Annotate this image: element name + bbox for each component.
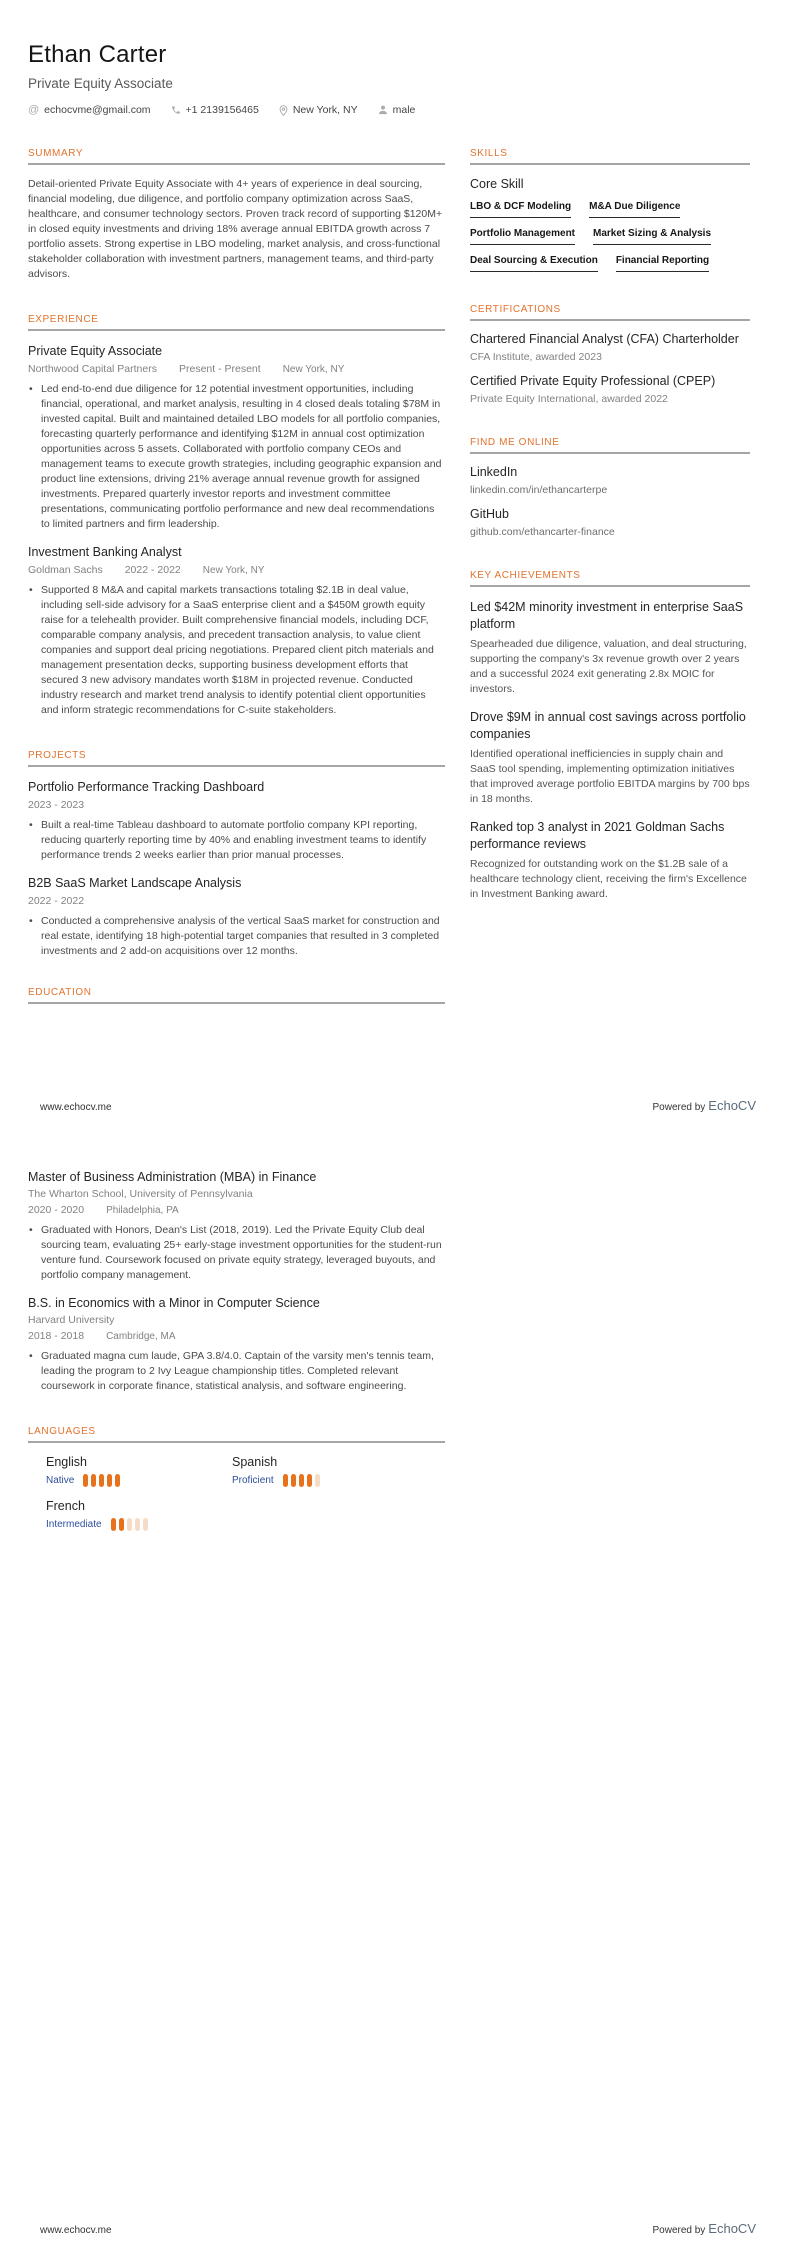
- project-entry: [28, 875, 445, 959]
- skill-pill: Deal Sourcing & Execution: [470, 255, 598, 272]
- section-rule: [28, 1002, 445, 1004]
- person-icon: [378, 105, 388, 115]
- language-name: Spanish: [232, 1455, 278, 1469]
- contact-phone-text: +1 2139156465: [185, 104, 259, 116]
- section-rule: [470, 452, 750, 454]
- email-at-icon: @: [28, 103, 40, 116]
- entry-meta: [28, 895, 445, 907]
- language-name: French: [46, 1499, 85, 1513]
- section-education-entries: [28, 1169, 445, 1394]
- section-heading-find-me-online: FIND ME ONLINE: [470, 437, 560, 448]
- section-heading-summary: SUMMARY: [28, 148, 84, 159]
- section-rule: [28, 329, 445, 331]
- footer-site-link[interactable]: www.echocv.me: [40, 2225, 112, 2236]
- section-education-header: [28, 987, 445, 1004]
- entry-location: Cambridge, MA: [106, 1331, 176, 1342]
- entry-company: Northwood Capital Partners: [28, 363, 157, 375]
- language-entry: [46, 1499, 232, 1531]
- section-heading-key-achievements: KEY ACHIEVEMENTS: [470, 570, 581, 581]
- section-find-me-online: [470, 437, 750, 538]
- profile-url[interactable]: github.com/ethancarter-finance: [470, 526, 615, 538]
- entry-dates: 2018 - 2018: [28, 1330, 85, 1342]
- profile-label: GitHub: [470, 507, 509, 521]
- entry-bullet: • Conducted a comprehensive analysis of the vertical SaaS market for construction and real estate, identifying 18 high-potential target companies that resulted in 3 completed investments and 2 add-on acquisitions over 12 months.: [28, 914, 445, 959]
- section-key-achievements: [470, 570, 750, 902]
- contact-gender: [378, 104, 416, 116]
- achievement-body: Spearheaded due diligence, valuation, and deal structuring, supporting the company's 3x revenue growth over 2 years and a successful 2024 exit generating 2.8x MOIC for investors.: [470, 638, 747, 695]
- left-column: [28, 1169, 445, 1531]
- echocv-brand[interactable]: EchoCV: [708, 2221, 756, 2236]
- certification-issuer: CFA Institute, awarded 2023: [470, 351, 602, 363]
- entry-title: Investment Banking Analyst: [28, 545, 182, 559]
- section-heading-skills: SKILLS: [470, 148, 508, 159]
- page-footer: [40, 2221, 756, 2236]
- skill-pill: LBO & DCF Modeling: [470, 201, 571, 218]
- profile-label: LinkedIn: [470, 465, 518, 479]
- entry-dates: Present - Present: [178, 363, 261, 375]
- entry-bullet: • Supported 8 M&A and capital markets transactions totaling $2.1B in deal value, including sell-side advisory for a SaaS enterprise client and a $450M growth equity raise for a telehealth provider. Built comprehensive financial models, including DCF, comparable company analysis, and precedent transaction analysis, to value client companies and support deal pricing negotiations. Prepared client pitch materials and management presentation decks, supporting business development efforts that secured 3 new advisory mandates worth $18M in projected revenue. Conducted industry research and market trend analysis to identify potential client opportunities and inform strategic recommendations for C-suite stakeholders.: [28, 583, 445, 718]
- skill-pill-list: [470, 201, 750, 272]
- entry-school: The Wharton School, University of Pennsylvania: [28, 1188, 253, 1200]
- powered-by-text: Powered by: [652, 1102, 706, 1113]
- contact-email[interactable]: [28, 104, 151, 116]
- education-entry: [28, 1169, 445, 1283]
- footer-site-link[interactable]: www.echocv.me: [40, 1102, 112, 1113]
- entry-title: Portfolio Performance Tracking Dashboard: [28, 780, 265, 794]
- entry-dates: 2022 - 2022: [28, 895, 85, 907]
- contact-phone: [171, 104, 259, 116]
- language-level-bars: [111, 1518, 148, 1531]
- entry-location: Philadelphia, PA: [106, 1205, 179, 1216]
- entry-bullet: • Graduated with Honors, Dean's List (2018, 2019). Led the Private Equity Club deal sourcing team, evaluating 25+ early-stage investment opportunities for the student-run venture fund. Coursework focused on private equity strategy, leveraged buyouts, and portfolio company management.: [28, 1223, 445, 1283]
- section-certifications: [470, 304, 750, 405]
- language-list: [28, 1455, 445, 1531]
- contact-gender-text: male: [392, 104, 416, 116]
- entry-location: New York, NY: [202, 565, 265, 576]
- section-skills: [470, 148, 750, 272]
- contact-location: [279, 104, 358, 116]
- phone-icon: [171, 105, 181, 115]
- entry-meta: [28, 1330, 445, 1342]
- language-level: Proficient: [232, 1475, 274, 1486]
- location-pin-icon: [279, 105, 288, 116]
- entry-school: Harvard University: [28, 1314, 115, 1326]
- language-name: English: [46, 1455, 87, 1469]
- entry-bullet: • Graduated magna cum laude, GPA 3.8/4.0. Captain of the varsity men's tennis team, leading the program to 2 Ivy League championship titles. Completed relevant coursework in corporate finance, statistical analysis, and software engineering.: [28, 1349, 445, 1394]
- section-rule: [28, 163, 445, 165]
- contact-email-text: echocvme@gmail.com: [44, 104, 151, 116]
- online-profile: [470, 506, 750, 538]
- skill-pill: M&A Due Diligence: [589, 201, 680, 218]
- entry-dates: 2023 - 2023: [28, 799, 85, 811]
- section-rule: [470, 319, 750, 321]
- project-entry: [28, 779, 445, 863]
- entry-company: Goldman Sachs: [28, 564, 103, 576]
- entry-location: New York, NY: [282, 364, 345, 375]
- entry-bullet: • Built a real-time Tableau dashboard to automate portfolio company KPI reporting, reducing quarterly reporting time by 40% and enabling investment teams to identify performance trends 2 weeks earlier than prior manual processes.: [28, 818, 445, 863]
- experience-entry: [28, 544, 445, 718]
- person-name: Ethan Carter: [28, 41, 167, 68]
- entry-meta: [28, 564, 445, 576]
- job-title: Private Equity Associate: [28, 76, 173, 91]
- achievement-title: Drove $9M in annual cost savings across portfolio companies: [470, 710, 746, 741]
- left-column: [28, 116, 445, 1004]
- section-heading-experience: EXPERIENCE: [28, 314, 99, 325]
- language-entry: [232, 1455, 418, 1487]
- resume-header: [28, 42, 750, 116]
- language-level: Intermediate: [46, 1519, 102, 1530]
- section-heading-projects: PROJECTS: [28, 750, 87, 761]
- achievement-body: Identified operational inefficiencies in supply chain and SaaS tool spending, implementing optimization initiatives that improved average portfolio EBITDA margins by 700 bps in 18 months.: [470, 748, 750, 805]
- entry-meta: [28, 363, 445, 375]
- section-projects: [28, 750, 445, 959]
- echocv-brand[interactable]: EchoCV: [708, 1098, 756, 1113]
- certification-entry: [470, 373, 750, 405]
- entry-title: Private Equity Associate: [28, 344, 163, 358]
- experience-entry: [28, 343, 445, 532]
- entry-meta: [28, 1204, 445, 1216]
- skill-pill: Portfolio Management: [470, 228, 575, 245]
- entry-title: B2B SaaS Market Landscape Analysis: [28, 876, 242, 890]
- powered-by: [652, 2221, 756, 2236]
- certification-title: Certified Private Equity Professional (CPEP): [470, 374, 716, 388]
- skill-pill: Market Sizing & Analysis: [593, 228, 711, 245]
- right-column: [470, 116, 750, 902]
- entry-title: B.S. in Economics with a Minor in Computer Science: [28, 1296, 320, 1310]
- summary-text: Detail-oriented Private Equity Associate with 4+ years of experience in deal sourcing, financial modeling, due diligence, and portfolio company optimization across SaaS, healthcare, and consumer technology sectors. Proven track record of supporting $120M+ in closed equity investments and driving 18% average annual EBITDA growth across 7 portfolio assets. Strong expertise in LBO modeling, market analysis, and cross-functional stakeholder collaboration with investment partners, management teams, and third-party advisors.: [28, 178, 443, 280]
- achievement-title: Led $42M minority investment in enterprise SaaS platform: [470, 600, 744, 631]
- entry-dates: 2020 - 2020: [28, 1204, 85, 1216]
- section-heading-education: EDUCATION: [28, 987, 92, 998]
- achievement-entry: [470, 819, 750, 902]
- profile-url[interactable]: linkedin.com/in/ethancarterpe: [470, 484, 608, 496]
- online-profile: [470, 464, 750, 496]
- entry-dates: 2022 - 2022: [124, 564, 181, 576]
- language-level-bars: [83, 1474, 120, 1487]
- entry-title: Master of Business Administration (MBA) in Finance: [28, 1170, 317, 1184]
- section-languages: [28, 1426, 445, 1531]
- entry-bullet: • Led end-to-end due diligence for 12 potential investment opportunities, including financial, operational, and market analysis, resulting in 4 closed deals totaling $78M in invested capital. Built and maintained detailed LBO models for all portfolio companies, forecasting quarterly performance and identifying $12M in annual cost optimization opportunities across 5 assets. Collaborated with portfolio company CEOs and management teams to execute growth strategies, including geographic expansion and product line extensions, driving 21% average annual revenue growth for assigned investments. Prepared quarterly investor reports and investment committee presentations, communicating portfolio performance and new deal recommendations to limited partners and firm leadership.: [28, 382, 445, 532]
- page-footer: [40, 1098, 756, 1113]
- education-entry: [28, 1295, 445, 1394]
- page-2: [0, 1123, 794, 2246]
- skill-pill: Financial Reporting: [616, 255, 709, 272]
- section-rule: [28, 765, 445, 767]
- section-rule: [28, 1441, 445, 1443]
- language-level-bars: [283, 1474, 320, 1487]
- certification-entry: [470, 331, 750, 363]
- entry-meta: [28, 799, 445, 811]
- language-level: Native: [46, 1475, 75, 1486]
- contact-row: [28, 104, 750, 116]
- contact-location-text: New York, NY: [292, 104, 358, 116]
- achievement-entry: [470, 709, 750, 807]
- section-heading-languages: LANGUAGES: [28, 1426, 96, 1437]
- section-rule: [470, 585, 750, 587]
- section-heading-certifications: CERTIFICATIONS: [470, 304, 561, 315]
- language-entry: [46, 1455, 232, 1487]
- skills-group-title: Core Skill: [470, 177, 524, 191]
- achievement-body: Recognized for outstanding work on the $1.2B sale of a healthcare technology client, receiving the firm's Excellence in Investment Banking award.: [470, 858, 747, 900]
- section-rule: [470, 163, 750, 165]
- section-summary: [28, 148, 445, 282]
- achievement-title: Ranked top 3 analyst in 2021 Goldman Sachs performance reviews: [470, 820, 725, 851]
- certification-issuer: Private Equity International, awarded 2022: [470, 393, 668, 405]
- powered-by-text: Powered by: [652, 2225, 706, 2236]
- certification-title: Chartered Financial Analyst (CFA) Charterholder: [470, 332, 739, 346]
- achievement-entry: [470, 599, 750, 697]
- section-experience: [28, 314, 445, 718]
- powered-by: [652, 1098, 756, 1113]
